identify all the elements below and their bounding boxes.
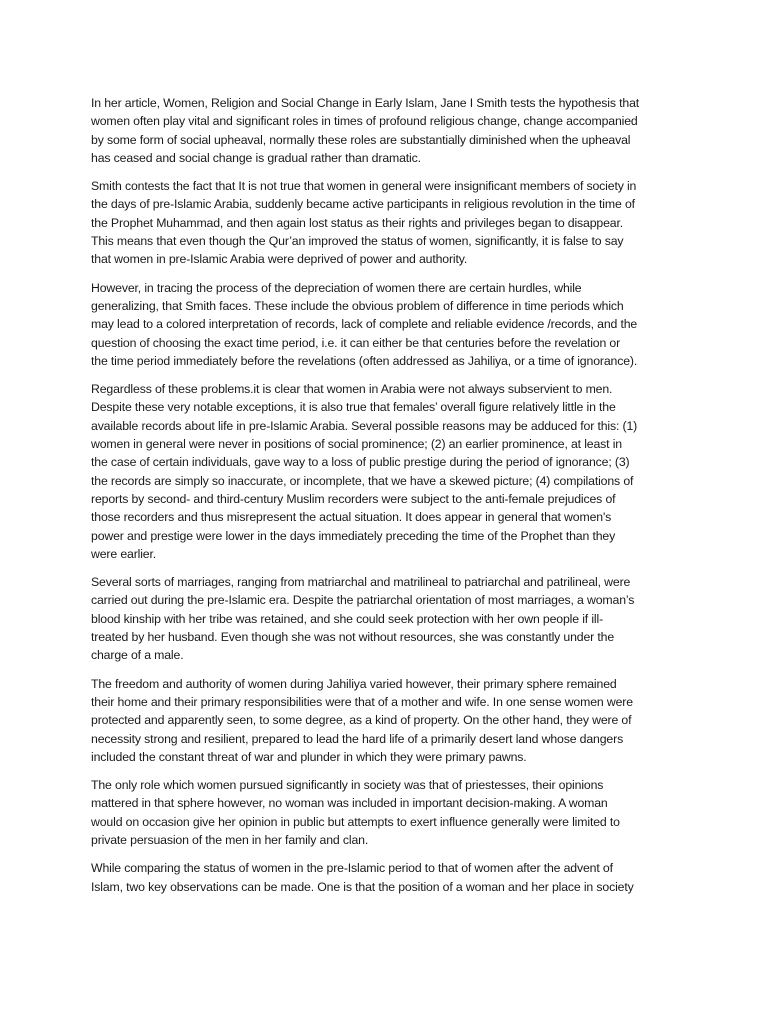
text-line: carried out during the pre-Islamic era. Despite the patriarchal orientation of most marriages, a woman’s	[91, 593, 635, 608]
text-line: question of choosing the exact time period, i.e. it can either be that centuries before the revelation or	[91, 335, 621, 350]
text-line: has ceased and social change is gradual rather than dramatic.	[91, 150, 421, 165]
text-line: Several sorts of marriages, ranging from matriarchal and matrilineal to patriarchal and patrilineal, were	[91, 575, 631, 590]
text-line: their home and their primary responsibilities were that of a mother and wife. In one sense women were	[91, 694, 633, 709]
text-line: the Prophet Muhammad, and then again lost status as their rights and privileges began to disappear.	[91, 215, 624, 230]
text-line: were earlier.	[91, 546, 157, 561]
text-line: women often play vital and significant roles in times of profound religious change, change accompanied	[91, 114, 638, 129]
text-line: would on occasion give her opinion in public but attempts to exert influence generally were limited to	[91, 814, 620, 829]
text-line: protected and apparently seen, to some degree, as a kind of property. On the other hand, they were of	[91, 713, 632, 728]
text-line: This means that even though the Qur’an improved the status of women, significantly, it is false to say	[91, 234, 624, 249]
paragraph-7	[91, 776, 681, 849]
text-line: power and prestige were lower in the days immediately preceding the time of the Prophet than they	[91, 528, 616, 543]
text-line: those recorders and thus misrepresent the actual situation. It does appear in general that women's	[91, 510, 612, 525]
paragraph-1	[91, 94, 681, 167]
paragraph-5	[91, 573, 681, 664]
text-line: reports by second- and third-century Muslim recorders were subject to the anti-female prejudices of	[91, 491, 616, 506]
text-line: However, in tracing the process of the depreciation of women there are certain hurdles, while	[91, 280, 582, 295]
text-line: generalizing, that Smith faces. These include the obvious problem of difference in time periods which	[91, 298, 624, 313]
text-line: available records about life in pre-Islamic Arabia. Several possible reasons may be adduced for this: (1)	[91, 418, 638, 433]
text-line: While comparing the status of women in the pre-Islamic period to that of women after the advent of	[91, 861, 613, 876]
text-line: Despite these very notable exceptions, it is also true that females’ overall figure relatively little in the	[91, 400, 616, 415]
text-line: the records are simply so inaccurate, or incomplete, that we have a skewed picture; (4) compilations of	[91, 473, 634, 488]
text-line: In her article, Women, Religion and Social Change in Early Islam, Jane I Smith tests the hypothesis that	[91, 96, 640, 110]
text-line: Regardless of these problems.it is clear that women in Arabia were not always subservient to men.	[91, 382, 613, 397]
text-line: Islam, two key observations can be made. One is that the position of a woman and her place in society	[91, 879, 634, 894]
text-line: included the constant threat of war and plunder in which they were primary pawns.	[91, 749, 527, 764]
text-line: by some form of social upheaval, normally these roles are substantially diminished when the upheaval	[91, 132, 631, 147]
text-line: The only role which women pursued significantly in society was that of priestesses, their opinions	[91, 778, 604, 793]
paragraph-8	[91, 859, 681, 896]
text-line: private persuasion of the men in her family and clan.	[91, 832, 369, 847]
text-line: Smith contests the fact that It is not true that women in general were insignificant members of society in	[91, 179, 637, 194]
text-line: mattered in that sphere however, no woman was included in important decision-making. A woman	[91, 796, 608, 811]
text-line: the case of certain individuals, gave way to a loss of public prestige during the period of ignorance; (3)	[91, 455, 630, 470]
text-line: may lead to a colored interpretation of records, lack of complete and reliable evidence /records, and the	[91, 317, 638, 332]
text-line: necessity strong and resilient, prepared to lead the hard life of a primarily desert land whose dangers	[91, 731, 624, 746]
text-line: that women in pre-Islamic Arabia were deprived of power and authority.	[91, 252, 468, 267]
text-line: the days of pre-Islamic Arabia, suddenly became active participants in religious revolution in the time of	[91, 197, 635, 212]
text-line: charge of a male.	[91, 648, 184, 663]
text-line: the time period immediately before the revelations (often addressed as Jahiliya, or a time of ignorance).	[91, 353, 638, 368]
paragraph-3	[91, 279, 681, 370]
text-line: The freedom and authority of women during Jahiliya varied however, their primary sphere remained	[91, 676, 617, 691]
text-line: women in general were never in positions of social prominence; (2) an earlier prominence, at least in	[91, 437, 622, 452]
document-body	[91, 94, 681, 906]
text-line: treated by her husband. Even though she was not without resources, she was constantly under the	[91, 630, 615, 645]
text-line: blood kinship with her tribe was retained, and she could seek protection with her own people if ill-	[91, 611, 604, 626]
paragraph-6	[91, 675, 681, 766]
paragraph-2	[91, 177, 681, 268]
paragraph-4	[91, 380, 681, 563]
